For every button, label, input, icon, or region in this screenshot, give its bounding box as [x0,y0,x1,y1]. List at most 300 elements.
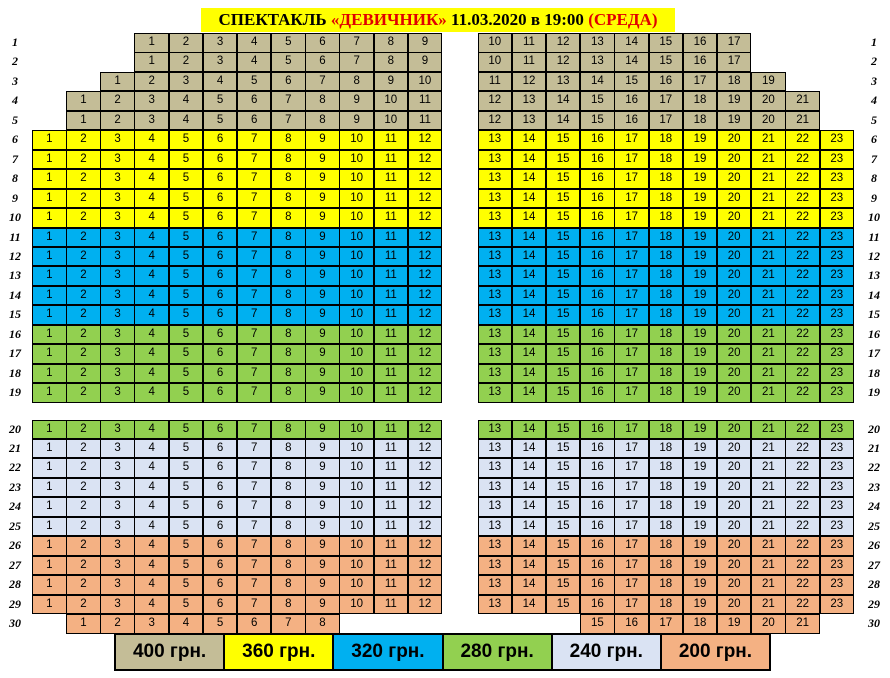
seat-row7-17[interactable]: 17 [614,150,649,170]
seat-row9-19[interactable]: 19 [683,189,718,209]
seat-row6-16[interactable]: 16 [580,130,615,150]
seat-row9-18[interactable]: 18 [649,189,684,209]
seat-row26-13[interactable]: 13 [478,536,513,556]
seat-row12-16[interactable]: 16 [580,247,615,267]
seat-row10-6[interactable]: 6 [203,208,238,228]
seat-row19-8[interactable]: 8 [271,383,306,403]
seat-row28-14[interactable]: 14 [512,575,547,595]
seat-row14-21[interactable]: 21 [751,286,786,306]
seat-row18-1[interactable]: 1 [32,364,67,384]
seat-row11-19[interactable]: 19 [683,228,718,248]
seat-row27-10[interactable]: 10 [339,556,374,576]
seat-row14-2[interactable]: 2 [66,286,101,306]
seat-row3-15[interactable]: 15 [614,72,649,92]
seat-row19-13[interactable]: 13 [478,383,513,403]
seat-row13-21[interactable]: 21 [751,266,786,286]
seat-row27-1[interactable]: 1 [32,556,67,576]
seat-row30-16[interactable]: 16 [614,614,649,634]
seat-row23-10[interactable]: 10 [339,478,374,498]
seat-row24-6[interactable]: 6 [203,497,238,517]
seat-row8-10[interactable]: 10 [339,169,374,189]
seat-row9-17[interactable]: 17 [614,189,649,209]
seat-row12-14[interactable]: 14 [512,247,547,267]
seat-row20-8[interactable]: 8 [271,420,306,440]
seat-row6-18[interactable]: 18 [649,130,684,150]
seat-row6-1[interactable]: 1 [32,130,67,150]
seat-row11-12[interactable]: 12 [408,228,443,248]
seat-row15-23[interactable]: 23 [820,305,855,325]
seat-row22-7[interactable]: 7 [237,458,272,478]
seat-row28-4[interactable]: 4 [134,575,169,595]
seat-row21-15[interactable]: 15 [546,439,581,459]
seat-row7-6[interactable]: 6 [203,150,238,170]
seat-row29-11[interactable]: 11 [374,595,409,615]
seat-row15-11[interactable]: 11 [374,305,409,325]
seat-row9-1[interactable]: 1 [32,189,67,209]
seat-row26-2[interactable]: 2 [66,536,101,556]
seat-row8-16[interactable]: 16 [580,169,615,189]
seat-row25-6[interactable]: 6 [203,517,238,537]
seat-row19-22[interactable]: 22 [785,383,820,403]
seat-row5-16[interactable]: 16 [614,111,649,131]
seat-row13-2[interactable]: 2 [66,266,101,286]
seat-row20-20[interactable]: 20 [717,420,752,440]
seat-row27-11[interactable]: 11 [374,556,409,576]
seat-row29-13[interactable]: 13 [478,595,513,615]
seat-row28-17[interactable]: 17 [614,575,649,595]
seat-row9-13[interactable]: 13 [478,189,513,209]
seat-row21-18[interactable]: 18 [649,439,684,459]
seat-row14-1[interactable]: 1 [32,286,67,306]
seat-row4-2[interactable]: 2 [100,91,135,111]
seat-row17-17[interactable]: 17 [614,344,649,364]
seat-row27-7[interactable]: 7 [237,556,272,576]
seat-row24-3[interactable]: 3 [100,497,135,517]
seat-row14-13[interactable]: 13 [478,286,513,306]
seat-row7-13[interactable]: 13 [478,150,513,170]
seat-row1-12[interactable]: 12 [546,33,581,53]
seat-row3-2[interactable]: 2 [134,72,169,92]
seat-row2-11[interactable]: 11 [512,52,547,72]
seat-row29-16[interactable]: 16 [580,595,615,615]
seat-row20-9[interactable]: 9 [305,420,340,440]
seat-row27-23[interactable]: 23 [820,556,855,576]
seat-row25-23[interactable]: 23 [820,517,855,537]
seat-row20-16[interactable]: 16 [580,420,615,440]
seat-row5-7[interactable]: 7 [271,111,306,131]
seat-row23-7[interactable]: 7 [237,478,272,498]
seat-row29-4[interactable]: 4 [134,595,169,615]
seat-row14-8[interactable]: 8 [271,286,306,306]
seat-row5-9[interactable]: 9 [339,111,374,131]
seat-row6-23[interactable]: 23 [820,130,855,150]
seat-row28-3[interactable]: 3 [100,575,135,595]
seat-row11-8[interactable]: 8 [271,228,306,248]
seat-row8-18[interactable]: 18 [649,169,684,189]
seat-row12-3[interactable]: 3 [100,247,135,267]
seat-row23-14[interactable]: 14 [512,478,547,498]
seat-row23-9[interactable]: 9 [305,478,340,498]
seat-row3-16[interactable]: 16 [649,72,684,92]
seat-row30-19[interactable]: 19 [717,614,752,634]
seat-row10-7[interactable]: 7 [237,208,272,228]
seat-row9-5[interactable]: 5 [169,189,204,209]
seat-row2-9[interactable]: 9 [408,52,443,72]
seat-row25-4[interactable]: 4 [134,517,169,537]
seat-row10-19[interactable]: 19 [683,208,718,228]
seat-row8-6[interactable]: 6 [203,169,238,189]
seat-row3-6[interactable]: 6 [271,72,306,92]
seat-row28-18[interactable]: 18 [649,575,684,595]
seat-row25-22[interactable]: 22 [785,517,820,537]
seat-row10-16[interactable]: 16 [580,208,615,228]
seat-row13-22[interactable]: 22 [785,266,820,286]
seat-row12-4[interactable]: 4 [134,247,169,267]
seat-row28-13[interactable]: 13 [478,575,513,595]
seat-row29-10[interactable]: 10 [339,595,374,615]
seat-row26-19[interactable]: 19 [683,536,718,556]
seat-row13-10[interactable]: 10 [339,266,374,286]
seat-row22-18[interactable]: 18 [649,458,684,478]
seat-row11-5[interactable]: 5 [169,228,204,248]
seat-row18-2[interactable]: 2 [66,364,101,384]
seat-row28-23[interactable]: 23 [820,575,855,595]
seat-row30-2[interactable]: 2 [100,614,135,634]
seat-row21-9[interactable]: 9 [305,439,340,459]
seat-row18-14[interactable]: 14 [512,364,547,384]
seat-row22-5[interactable]: 5 [169,458,204,478]
seat-row8-21[interactable]: 21 [751,169,786,189]
seat-row17-15[interactable]: 15 [546,344,581,364]
seat-row12-12[interactable]: 12 [408,247,443,267]
seat-row20-18[interactable]: 18 [649,420,684,440]
seat-row15-20[interactable]: 20 [717,305,752,325]
seat-row8-15[interactable]: 15 [546,169,581,189]
seat-row7-19[interactable]: 19 [683,150,718,170]
seat-row7-18[interactable]: 18 [649,150,684,170]
seat-row16-11[interactable]: 11 [374,325,409,345]
seat-row12-15[interactable]: 15 [546,247,581,267]
seat-row1-7[interactable]: 7 [339,33,374,53]
seat-row26-16[interactable]: 16 [580,536,615,556]
seat-row27-9[interactable]: 9 [305,556,340,576]
seat-row23-16[interactable]: 16 [580,478,615,498]
seat-row19-1[interactable]: 1 [32,383,67,403]
seat-row16-12[interactable]: 12 [408,325,443,345]
seat-row19-10[interactable]: 10 [339,383,374,403]
seat-row10-13[interactable]: 13 [478,208,513,228]
seat-row18-5[interactable]: 5 [169,364,204,384]
seat-row26-20[interactable]: 20 [717,536,752,556]
seat-row21-23[interactable]: 23 [820,439,855,459]
seat-row4-16[interactable]: 16 [614,91,649,111]
seat-row24-1[interactable]: 1 [32,497,67,517]
seat-row12-9[interactable]: 9 [305,247,340,267]
seat-row23-2[interactable]: 2 [66,478,101,498]
seat-row11-20[interactable]: 20 [717,228,752,248]
seat-row26-6[interactable]: 6 [203,536,238,556]
seat-row20-12[interactable]: 12 [408,420,443,440]
seat-row24-4[interactable]: 4 [134,497,169,517]
seat-row17-16[interactable]: 16 [580,344,615,364]
seat-row14-16[interactable]: 16 [580,286,615,306]
seat-row24-20[interactable]: 20 [717,497,752,517]
seat-row13-1[interactable]: 1 [32,266,67,286]
seat-row13-6[interactable]: 6 [203,266,238,286]
seat-row7-2[interactable]: 2 [66,150,101,170]
seat-row15-22[interactable]: 22 [785,305,820,325]
seat-row8-9[interactable]: 9 [305,169,340,189]
seat-row22-20[interactable]: 20 [717,458,752,478]
seat-row26-21[interactable]: 21 [751,536,786,556]
seat-row20-13[interactable]: 13 [478,420,513,440]
seat-row10-23[interactable]: 23 [820,208,855,228]
seat-row15-17[interactable]: 17 [614,305,649,325]
seat-row9-10[interactable]: 10 [339,189,374,209]
seat-row20-11[interactable]: 11 [374,420,409,440]
seat-row16-22[interactable]: 22 [785,325,820,345]
seat-row4-1[interactable]: 1 [66,91,101,111]
seat-row27-5[interactable]: 5 [169,556,204,576]
seat-row26-11[interactable]: 11 [374,536,409,556]
seat-row22-3[interactable]: 3 [100,458,135,478]
seat-row30-8[interactable]: 8 [305,614,340,634]
seat-row29-22[interactable]: 22 [785,595,820,615]
seat-row5-19[interactable]: 19 [717,111,752,131]
seat-row10-17[interactable]: 17 [614,208,649,228]
seat-row20-3[interactable]: 3 [100,420,135,440]
seat-row4-3[interactable]: 3 [134,91,169,111]
seat-row22-14[interactable]: 14 [512,458,547,478]
seat-row8-13[interactable]: 13 [478,169,513,189]
seat-row7-8[interactable]: 8 [271,150,306,170]
seat-row26-7[interactable]: 7 [237,536,272,556]
seat-row15-1[interactable]: 1 [32,305,67,325]
seat-row25-5[interactable]: 5 [169,517,204,537]
seat-row20-15[interactable]: 15 [546,420,581,440]
seat-row26-18[interactable]: 18 [649,536,684,556]
seat-row13-4[interactable]: 4 [134,266,169,286]
seat-row14-11[interactable]: 11 [374,286,409,306]
seat-row16-13[interactable]: 13 [478,325,513,345]
seat-row10-14[interactable]: 14 [512,208,547,228]
seat-row24-10[interactable]: 10 [339,497,374,517]
seat-row2-16[interactable]: 16 [683,52,718,72]
seat-row28-6[interactable]: 6 [203,575,238,595]
seat-row14-17[interactable]: 17 [614,286,649,306]
seat-row16-16[interactable]: 16 [580,325,615,345]
seat-row13-13[interactable]: 13 [478,266,513,286]
seat-row6-20[interactable]: 20 [717,130,752,150]
seat-row18-23[interactable]: 23 [820,364,855,384]
seat-row28-19[interactable]: 19 [683,575,718,595]
seat-row13-17[interactable]: 17 [614,266,649,286]
seat-row18-12[interactable]: 12 [408,364,443,384]
seat-row19-21[interactable]: 21 [751,383,786,403]
seat-row7-21[interactable]: 21 [751,150,786,170]
seat-row24-14[interactable]: 14 [512,497,547,517]
seat-row11-3[interactable]: 3 [100,228,135,248]
seat-row6-9[interactable]: 9 [305,130,340,150]
seat-row12-22[interactable]: 22 [785,247,820,267]
seat-row1-17[interactable]: 17 [717,33,752,53]
seat-row12-20[interactable]: 20 [717,247,752,267]
seat-row27-22[interactable]: 22 [785,556,820,576]
seat-row18-10[interactable]: 10 [339,364,374,384]
seat-row9-9[interactable]: 9 [305,189,340,209]
seat-row27-17[interactable]: 17 [614,556,649,576]
seat-row10-12[interactable]: 12 [408,208,443,228]
seat-row16-23[interactable]: 23 [820,325,855,345]
seat-row16-15[interactable]: 15 [546,325,581,345]
seat-row5-10[interactable]: 10 [374,111,409,131]
seat-row14-22[interactable]: 22 [785,286,820,306]
seat-row22-8[interactable]: 8 [271,458,306,478]
seat-row5-13[interactable]: 13 [512,111,547,131]
seat-row26-15[interactable]: 15 [546,536,581,556]
seat-row21-7[interactable]: 7 [237,439,272,459]
seat-row9-11[interactable]: 11 [374,189,409,209]
seat-row6-4[interactable]: 4 [134,130,169,150]
seat-row28-12[interactable]: 12 [408,575,443,595]
seat-row10-3[interactable]: 3 [100,208,135,228]
seat-row27-19[interactable]: 19 [683,556,718,576]
seat-row25-20[interactable]: 20 [717,517,752,537]
seat-row1-8[interactable]: 8 [374,33,409,53]
seat-row3-5[interactable]: 5 [237,72,272,92]
seat-row24-23[interactable]: 23 [820,497,855,517]
seat-row18-11[interactable]: 11 [374,364,409,384]
seat-row25-11[interactable]: 11 [374,517,409,537]
seat-row13-14[interactable]: 14 [512,266,547,286]
seat-row26-22[interactable]: 22 [785,536,820,556]
seat-row1-9[interactable]: 9 [408,33,443,53]
seat-row14-3[interactable]: 3 [100,286,135,306]
seat-row25-21[interactable]: 21 [751,517,786,537]
seat-row7-11[interactable]: 11 [374,150,409,170]
seat-row23-8[interactable]: 8 [271,478,306,498]
seat-row2-5[interactable]: 5 [271,52,306,72]
seat-row19-9[interactable]: 9 [305,383,340,403]
seat-row19-20[interactable]: 20 [717,383,752,403]
seat-row2-4[interactable]: 4 [237,52,272,72]
seat-row30-15[interactable]: 15 [580,614,615,634]
seat-row3-19[interactable]: 19 [751,72,786,92]
seat-row14-12[interactable]: 12 [408,286,443,306]
seat-row24-12[interactable]: 12 [408,497,443,517]
seat-row25-14[interactable]: 14 [512,517,547,537]
seat-row17-5[interactable]: 5 [169,344,204,364]
seat-row2-17[interactable]: 17 [717,52,752,72]
seat-row22-4[interactable]: 4 [134,458,169,478]
seat-row30-18[interactable]: 18 [683,614,718,634]
seat-row1-6[interactable]: 6 [305,33,340,53]
seat-row30-6[interactable]: 6 [237,614,272,634]
seat-row1-15[interactable]: 15 [649,33,684,53]
seat-row20-14[interactable]: 14 [512,420,547,440]
seat-row23-11[interactable]: 11 [374,478,409,498]
seat-row4-17[interactable]: 17 [649,91,684,111]
seat-row5-14[interactable]: 14 [546,111,581,131]
seat-row17-1[interactable]: 1 [32,344,67,364]
seat-row8-2[interactable]: 2 [66,169,101,189]
seat-row13-5[interactable]: 5 [169,266,204,286]
seat-row28-20[interactable]: 20 [717,575,752,595]
seat-row3-10[interactable]: 10 [408,72,443,92]
seat-row11-17[interactable]: 17 [614,228,649,248]
seat-row2-6[interactable]: 6 [305,52,340,72]
seat-row7-3[interactable]: 3 [100,150,135,170]
seat-row29-5[interactable]: 5 [169,595,204,615]
seat-row4-21[interactable]: 21 [785,91,820,111]
seat-row23-5[interactable]: 5 [169,478,204,498]
seat-row14-18[interactable]: 18 [649,286,684,306]
seat-row17-3[interactable]: 3 [100,344,135,364]
seat-row22-6[interactable]: 6 [203,458,238,478]
seat-row10-10[interactable]: 10 [339,208,374,228]
seat-row20-1[interactable]: 1 [32,420,67,440]
seat-row25-9[interactable]: 9 [305,517,340,537]
seat-row8-12[interactable]: 12 [408,169,443,189]
seat-row16-3[interactable]: 3 [100,325,135,345]
seat-row16-8[interactable]: 8 [271,325,306,345]
seat-row18-3[interactable]: 3 [100,364,135,384]
seat-row8-22[interactable]: 22 [785,169,820,189]
seat-row11-6[interactable]: 6 [203,228,238,248]
seat-row26-10[interactable]: 10 [339,536,374,556]
seat-row24-13[interactable]: 13 [478,497,513,517]
seat-row29-6[interactable]: 6 [203,595,238,615]
seat-row4-13[interactable]: 13 [512,91,547,111]
seat-row12-2[interactable]: 2 [66,247,101,267]
seat-row21-1[interactable]: 1 [32,439,67,459]
seat-row9-12[interactable]: 12 [408,189,443,209]
seat-row4-5[interactable]: 5 [203,91,238,111]
seat-row16-6[interactable]: 6 [203,325,238,345]
seat-row13-20[interactable]: 20 [717,266,752,286]
seat-row21-21[interactable]: 21 [751,439,786,459]
seat-row16-5[interactable]: 5 [169,325,204,345]
seat-row29-8[interactable]: 8 [271,595,306,615]
seat-row16-19[interactable]: 19 [683,325,718,345]
seat-row4-12[interactable]: 12 [478,91,513,111]
seat-row21-5[interactable]: 5 [169,439,204,459]
seat-row27-21[interactable]: 21 [751,556,786,576]
seat-row3-17[interactable]: 17 [683,72,718,92]
seat-row20-23[interactable]: 23 [820,420,855,440]
seat-row9-16[interactable]: 16 [580,189,615,209]
seat-row16-9[interactable]: 9 [305,325,340,345]
seat-row17-2[interactable]: 2 [66,344,101,364]
seat-row4-8[interactable]: 8 [305,91,340,111]
seat-row14-5[interactable]: 5 [169,286,204,306]
seat-row25-8[interactable]: 8 [271,517,306,537]
seat-row26-23[interactable]: 23 [820,536,855,556]
seat-row18-20[interactable]: 20 [717,364,752,384]
seat-row19-2[interactable]: 2 [66,383,101,403]
seat-row16-2[interactable]: 2 [66,325,101,345]
seat-row15-6[interactable]: 6 [203,305,238,325]
seat-row11-22[interactable]: 22 [785,228,820,248]
seat-row5-17[interactable]: 17 [649,111,684,131]
seat-row27-16[interactable]: 16 [580,556,615,576]
seat-row29-17[interactable]: 17 [614,595,649,615]
seat-row21-16[interactable]: 16 [580,439,615,459]
seat-row2-13[interactable]: 13 [580,52,615,72]
seat-row22-17[interactable]: 17 [614,458,649,478]
seat-row5-2[interactable]: 2 [100,111,135,131]
seat-row18-17[interactable]: 17 [614,364,649,384]
